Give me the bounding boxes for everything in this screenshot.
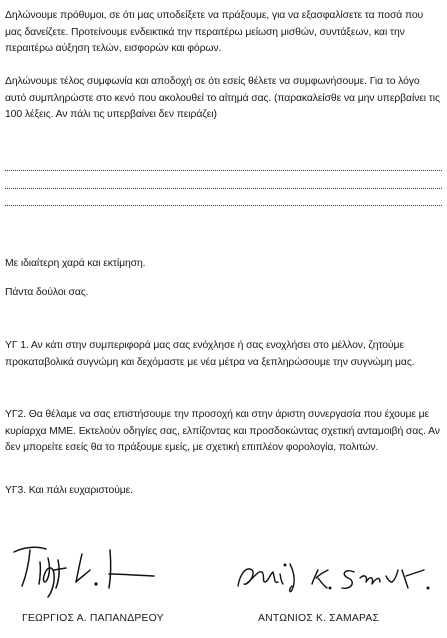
valediction-line: Πάντα δούλοι σας. [5, 287, 89, 298]
agreement-paragraph: Δηλώνουμε τέλος συμφωνία και αποδοχή σε ότι εσείς θέλετε να συμφωνήσουμε. Για το λόγο αυτό συμπληρώστε στο κενό που ακολουθεί το αίτημά σας. (παρακαλείσθε να μην υπερβαίνει τις 100 λέξεις. Αν πάλι τις υπερβαίνει δεν πειράζει) [5, 76, 440, 120]
fill-in-line-1 [5, 170, 442, 171]
postscript-2: ΥΓ2. Θα θέλαμε να σας επιστήσουμε την προσοχή και στην άριστη συνεργασία που έχουμε με κυρίαρχα ΜΜΕ. Εκτελούν οδηγίες σας, ελπίζοντας και προσδοκώντας σχετική ανταμοιβή σας. Αν δεν μπορείτε εσείς θα το πράξουμε εμείς, με σχετική επιπλέον φορολογία, πολιτών. [5, 409, 440, 453]
postscript-3: ΥΓ3. Και πάλι ευχαριστούμε. [5, 485, 133, 496]
fill-in-line-2 [5, 188, 442, 189]
fill-in-line-3 [5, 205, 442, 206]
signatory-name-right: ΑΝΤΩΝΙΟΣ Κ. ΣΑΜΑΡΑΣ [258, 613, 380, 624]
closing-line: Με ιδιαίτερη χαρά και εκτίμηση. [5, 258, 146, 269]
signature-right [232, 548, 437, 604]
signatory-name-left: ΓΕΩΡΓΙΟΣ Α. ΠΑΠΑΝΔΡΕΟΥ [22, 613, 164, 624]
signature-left [10, 540, 160, 600]
postscript-1: ΥΓ 1. Αν κάτι στην συμπεριφορά μας σας ενόχλησε ή σας ενοχλήσει στο μέλλον, ζητούμε προκαταβολικά συγνώμη και δεχόμαστε με νέα μέτρα να ξεπληρώσουμε την συγνώμη μας. [5, 340, 415, 368]
intro-paragraph: Δηλώνουμε πρόθυμοι, σε ότι μας υποδείξετε να πράξουμε, για να εξασφαλίσετε τα ποσά που μας δανείζετε. Προτείνουμε ενδεικτικά την περαιτέρω μείωση μισθών, συντάξεων, και την περαιτέρω αύξηση τελών, εισφορών και φόρων. [5, 10, 424, 54]
